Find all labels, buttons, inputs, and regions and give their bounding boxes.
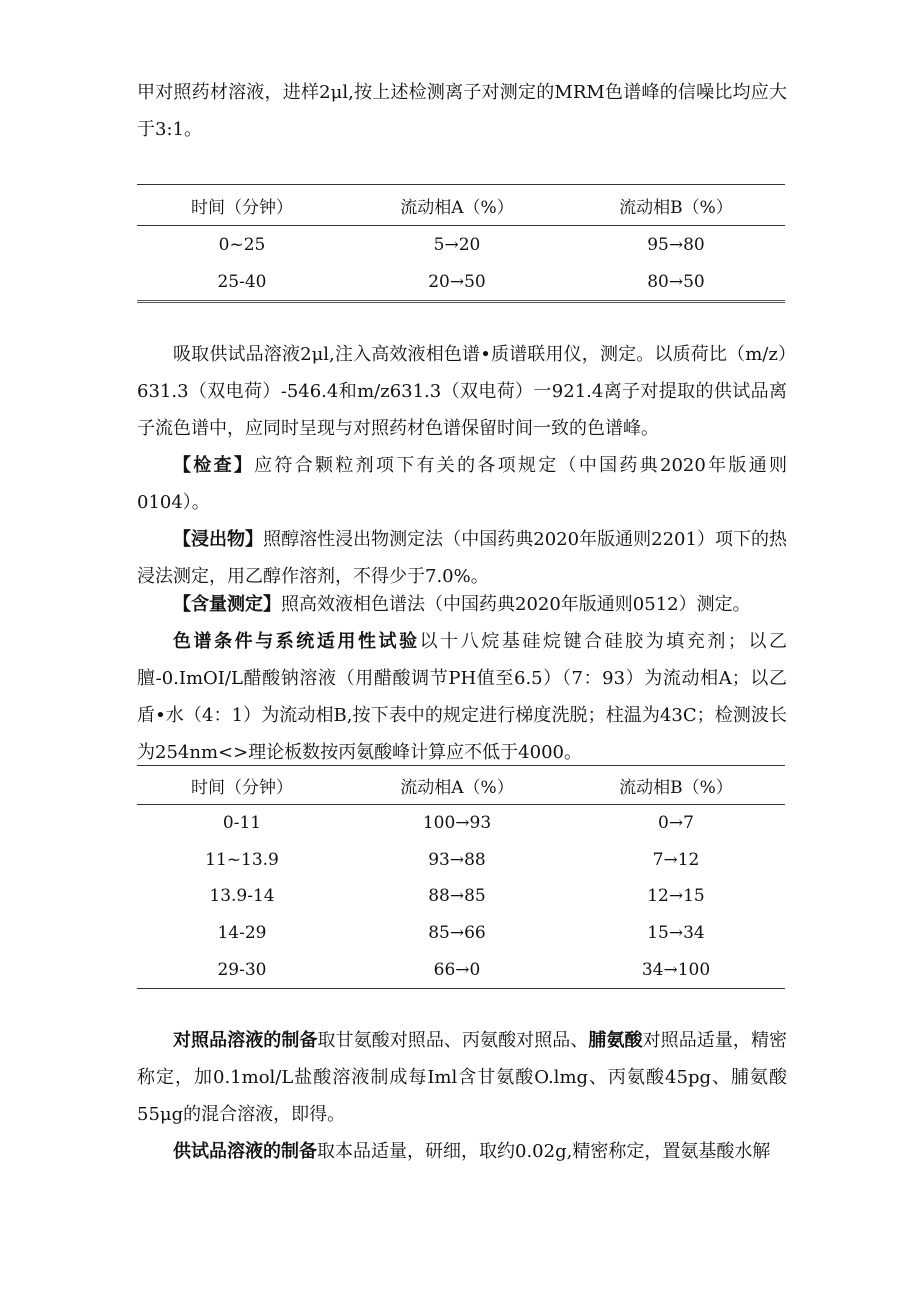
table-row [137, 951, 785, 988]
section-heading-assay: 【含量测定】 [173, 594, 281, 615]
table-row [137, 226, 785, 264]
paragraph-test-solution [137, 1133, 787, 1170]
paragraph-sample-injection: 吸取供试品溶液2μl,注入高效液相色谱•质谱联用仪，测定。以质荷比（m/z）631.3（双电荷）-546.4和m/z631.3（双电荷）一921.4离子对提取的供试品离子流色谱中，应同时呈现与对照药材色谱保留时间一致的色谱峰。 [137, 344, 787, 439]
gradient-table-2 [137, 765, 785, 989]
header-phase-a: 流动相A（%） [347, 766, 567, 805]
cell-phase-a: 20→50 [428, 271, 486, 292]
cell-phase-a: 66→0 [433, 959, 481, 980]
header-time: 时间（分钟） [137, 766, 347, 805]
cell-time: 0-11 [222, 813, 262, 834]
cell-phase-b: 80→50 [647, 271, 705, 292]
reference-solution-text-1: 取甘氨酸对照品、丙氨酸对照品、 [317, 1030, 589, 1051]
cell-phase-a: 85→66 [428, 923, 486, 944]
cell-phase-b: 95→80 [647, 234, 705, 255]
paragraph-chromatographic-conditions [137, 623, 787, 771]
cell-phase-b: 34→100 [641, 959, 711, 980]
cell-phase-a: 88→85 [428, 886, 486, 907]
subheading-test-solution: 供试品溶液的制备 [173, 1141, 317, 1162]
header-phase-b: 流动相B（%） [567, 185, 785, 226]
table-row [137, 805, 785, 842]
table-row [137, 878, 785, 915]
subheading-reference-solution: 对照品溶液的制备 [173, 1030, 318, 1051]
table-row [137, 842, 785, 879]
paragraph-reference-solution [137, 1022, 787, 1133]
extractives-text: 照醇溶性浸出物测定法（中国药典2020年版通则2201）项下的热浸法测定，用乙醇作溶剂，不得少于7.0%。 [137, 529, 787, 587]
header-phase-a: 流动相A（%） [347, 185, 567, 226]
cell-time: 13.9-14 [209, 886, 275, 907]
table-row [137, 263, 785, 302]
table-header-row [137, 185, 785, 226]
test-solution-text: 取本品适量，研细，取约0.02g,精密称定，置氨基酸水解 [317, 1141, 771, 1162]
reference-solution-text-2: 对照品适量，精密称定，加0.1mol/L盐酸溶液制成每Iml含甘氨酸O.lmg、丙氨酸45pg、脯氨酸55μg的混合溶液，即得。 [137, 1030, 788, 1125]
cell-phase-b: 7→12 [652, 849, 700, 870]
cell-phase-b: 15→34 [647, 923, 705, 944]
table-header-row [137, 766, 785, 805]
cell-time: 11~13.9 [205, 849, 279, 870]
cell-phase-a: 5→20 [433, 234, 481, 255]
section-heading-extractives: 【浸出物】 [173, 529, 264, 550]
cell-phase-b: 0→7 [658, 813, 694, 834]
inspection-text: 应符合颗粒剂项下有关的各项规定（中国药典2020年版通则0104）。 [137, 455, 787, 513]
paragraph-assay [137, 586, 787, 623]
gradient-table-1 [137, 184, 785, 303]
subheading-chromatographic-conditions: 色谱条件与系统适用性试验 [173, 631, 420, 652]
cell-phase-a: 93→88 [428, 849, 486, 870]
cell-time: 25-40 [217, 271, 267, 292]
cell-phase-b: 12→15 [647, 886, 705, 907]
table-row [137, 915, 785, 952]
header-phase-b: 流动相B（%） [567, 766, 785, 805]
assay-text: 照高效液相色谱法（中国药典2020年版通则0512）测定。 [281, 594, 751, 615]
paragraph-extractives [137, 521, 787, 595]
chromatographic-conditions-text: 以十八烷基硅烷键合硅胶为填充剂；以乙膻-0.ImOI/L醋酸钠溶液（用醋酸调节PH值至6.5）（7：93）为流动相A；以乙盾•水（4：1）为流动相B,按下表中的规定进行梯度洗脱；柱温为43C；检测波长为254nm<>理论板数按丙氨酸峰计算应不低于4000。 [137, 631, 788, 763]
cell-time: 29-30 [217, 959, 267, 980]
cell-phase-a: 100→93 [422, 813, 492, 834]
paragraph-inspection [137, 447, 787, 521]
reference-solution-bold-term: 脯氨酸 [588, 1030, 643, 1051]
header-time: 时间（分钟） [137, 185, 347, 226]
cell-time: 14-29 [217, 923, 267, 944]
cell-time: 0~25 [218, 234, 266, 255]
paragraph-ms-condition: 甲对照药材溶液，进样2μl,按上述检测离子对测定的MRM色谱峰的信噪比均应大于3:1。 [137, 82, 787, 140]
section-heading-inspection: 【检查】 [173, 455, 255, 476]
